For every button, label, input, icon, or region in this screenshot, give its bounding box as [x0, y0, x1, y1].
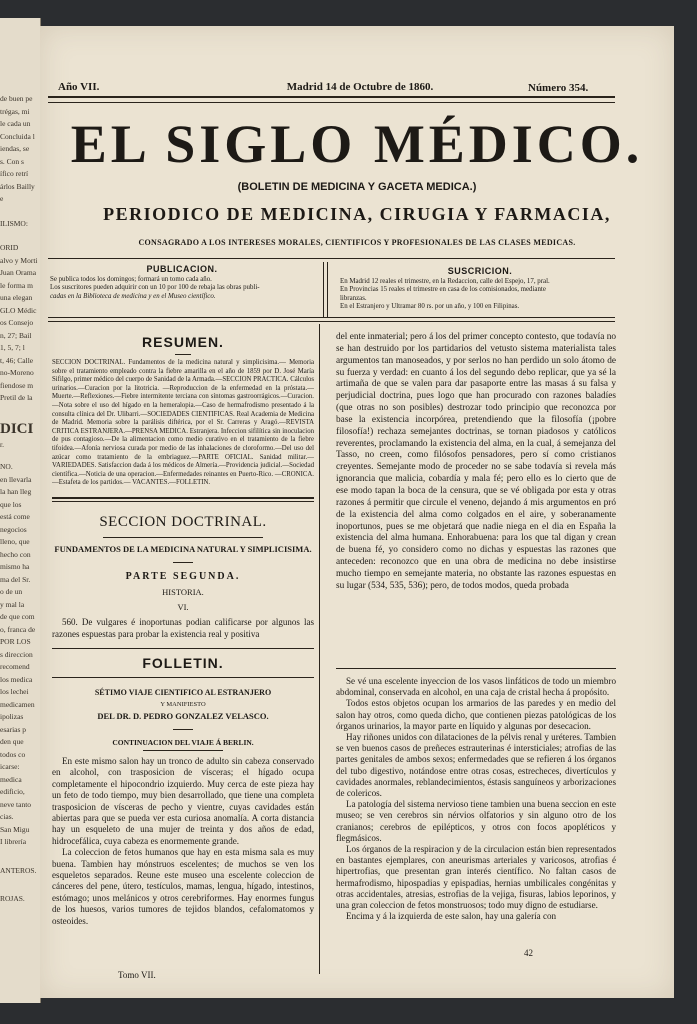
prev-page-fragment: de buen pe — [0, 94, 33, 103]
resumen-text: SECCION DOCTRINAL. Fundamentos de la medicina natural y simplicisima.— Memoria sobre el tratamiento empleado contra la fiebre amarilla en el año de 1859 por D. José María Sifilgo, primer médico del cuerpo de Sanidad de la Armada.—SECCION PRACTICA. Cálculos urinarios.—Curacion por la litotricia. —Reproduccion de la enfermedad en la próstata.—Muerte.—Reflexiones.—Fiebre intermitente terciana con síntomas gastroorrágicos.—Curacion.—Nota sobre el uso del hígado en la hemeralopia.—Caso de hermafrodismo presentado á la consulta clínica del Dr. Ulibarri.—SOCIEDADES CIENTIFICAS. Real Academia de Medicina de Madrid. Memoria sobre la parálisis diftérica, por el Sr. Carreras y Aragó.—REVISTA CRITICA ESTRANJERA.—PRENSA MEDICA. Estranjera. Infeccion sifilítica sin inoculacion de pus contagioso.—De la alimentacion como medio curativo en el tratamiento de la fiebre tifoidea.—Afonía nerviosa curada por medio de las inhalaciones de cloroformo.—Del uso del azúcar como tratamiento de la embriaguez.—PARTE OFICIAL. Sanidad militar.—VARIEDADES. Satisfaccion dada á los médicos de Almería.—Providencia judicial.—Sociedad científica.—Noticia de una operacion.—Enfermedades reinantes en Puerto-Rico. —CRONICA.—Estafeta de los partidos.— VACANTES.—FOLLETIN. — [52, 359, 314, 487]
prev-page-fragment: neve tanto — [0, 799, 32, 809]
masthead-dedication: CONSAGRADO A LOS INTERESES MORALES, CIENTIFICOS Y PROFESIONALES DE LAS CLASES MEDICAS. — [138, 238, 576, 247]
masthead-subtitle: (BOLETIN DE MEDICINA Y GACETA MEDICA.) — [237, 181, 477, 193]
folletin-title: SÉTIMO VIAJE CIENTIFICO AL ESTRANJERO — [94, 688, 272, 697]
resumen-ornament — [175, 354, 191, 355]
seccion-ornament-small — [173, 562, 193, 563]
prev-page-fragment: Pretil de la — [0, 393, 33, 402]
prev-page-fragment: trégas, mi — [0, 106, 30, 116]
prev-page-fragment: alvo y Morti — [0, 255, 38, 265]
prev-page-fragment: negocios — [0, 524, 27, 534]
suscricion-line: En Provincias 15 reales el trimestre en casa de los comisionados, mediante — [340, 286, 546, 294]
prev-page-fragment: en llevarla — [0, 474, 32, 484]
prev-page-fragment: I librería — [0, 837, 27, 846]
place-date: Madrid 14 de Octubre de 1860. — [286, 81, 434, 93]
suscricion-box — [340, 266, 620, 312]
folletin-paragraph: La coleccion de fetos humanos que hay en esta misma sala es muy buena. Tambien hay mónstruos escelentes; de muchos se ven los esqueletos separados. Reune este museo una escelente coleccion de cánceres del pene, útero, testículos, mamas, lengua, hígado, intestinos, estómago; unos melánicos y otros cerebriformes. Hay enormes fungus de los huesos, varios tumores de tejidos blandos, cefalomatomos y osteoides. — [52, 847, 314, 926]
prev-page-fragment: hecho con — [0, 549, 31, 559]
resumen-heading: RESUMEN. — [142, 334, 224, 350]
publicacion-line: Los suscritores pueden adquirir con un 10 por 100 de rebaja las obras publi- — [50, 284, 260, 292]
right-paragraph: Se vé una escelente inyeccion de los vasos linfáticos de todo un miembro abdominal, conservada en alcohol, en una caja de cristal hecha á propósito. — [336, 676, 616, 698]
prev-page-fragment: de que com — [0, 612, 35, 621]
header-rule-thin — [48, 102, 615, 103]
prev-page-fragment: lleno, que — [0, 537, 30, 546]
prev-page-fragment: y mal la — [0, 599, 25, 609]
prev-page-fragment: den que — [0, 737, 24, 746]
right-paragraph: Encima y á la izquierda de este salon, hay una galería con — [346, 911, 557, 922]
prev-page-fragment: iendas, se — [0, 144, 30, 153]
prev-page-fragment: recomend — [0, 662, 30, 671]
prev-page-fragment: le forma m — [0, 280, 33, 290]
page-number: 42 — [524, 948, 533, 958]
resumen-rule-thin — [52, 501, 314, 502]
folletin-paragraph: En este mismo salon hay un tronco de adulto sin cabeza conservado en alcohol, con trasposicion de vísceras; el hígado ocupa completamente el hipocondrio izquierdo. Muy cerca de este pieza hay un feto de todo tiempo, muy bien desarrollado, que tiene una completa trasposicion de vísceras de pecho y vientre, cuyas cavidades están abiertas para que se pueda ver esta curiosa anomalía. A corta distancia hay un esqueleto de una mujer de treinta y dos años de edad, hidrocefálica, cuya cabeza es enormemente grande. — [52, 756, 314, 846]
prev-page-fragment: POR LOS — [0, 637, 31, 646]
prev-page-fragment: e — [0, 194, 4, 203]
prev-page-fragment: la han lleg — [0, 487, 32, 496]
continuacion-underline — [143, 750, 223, 751]
seccion-ornament — [103, 537, 263, 538]
prev-page-fragment: medica — [0, 774, 22, 784]
suscricion-heading: SUSCRICION. — [447, 266, 513, 276]
prev-page-fragment: ILISMO: — [0, 218, 28, 228]
prev-page-fragment: los medica — [0, 674, 33, 684]
box-rule — [48, 317, 615, 318]
right-paragraph: Hay riñones unidos con dilataciones de la pélvis renal y uréteres. Tambien se ven buenos casos de preñeces estrauterinas é intersticiales; atrofias de las partes genitales de ambos sexos; enfermedades que se refieren á los órganos del tubo digestivo, notándose entre otras cosas, estrecheces, divertículos y cavidades anormales, reblandecimientos, éstasis sanguíneos y arborizaciones de colericos. — [336, 732, 616, 799]
prev-page-fragment: una elegan — [0, 293, 33, 302]
prev-page-fragment: ma del Sr. — [0, 574, 31, 584]
header-rule — [48, 96, 615, 98]
prev-page-fragment: icarse: — [0, 762, 20, 771]
publicacion-line: cadas en la Biblioteca de medicina y en el Museo científico. — [50, 292, 216, 300]
left-column — [52, 328, 314, 927]
seccion-text: 560. De vulgares é inoportunas podian calificarse por algunos las razones espuestas para probar la existencia real y positiva — [52, 617, 314, 639]
prev-page-fragment: esarias p — [0, 724, 27, 734]
suscricion-line: En el Estranjero y Ultramar 80 rs. por un año, y 100 en Filipinas. — [340, 303, 520, 311]
roman-numeral: VI. — [177, 602, 189, 612]
seccion-heading: SECCION DOCTRINAL. — [99, 514, 267, 530]
prev-page-fragment: le cada un — [0, 119, 31, 128]
prev-page-fragment: ipolizas — [0, 712, 24, 721]
prev-page-fragment: s direccion — [0, 649, 33, 659]
folletin-ornament — [173, 729, 193, 730]
box-divider — [323, 262, 324, 318]
box-rule-2 — [48, 321, 615, 322]
prev-page-fragment: que los — [0, 499, 22, 509]
previous-page-edge — [0, 18, 41, 1003]
folletin-heading: FOLLETIN. — [142, 655, 224, 671]
prev-page-fragment: os Consejo — [0, 318, 34, 327]
prev-page-fragment: n, 27; Bail — [0, 330, 32, 340]
tomo-label: Tomo VII. — [118, 970, 156, 980]
prev-page-fragment: GLO Médic — [0, 305, 37, 315]
folletin-rule — [52, 648, 314, 649]
prev-page-fragment: todos co — [0, 749, 26, 759]
folletin-author: DEL DR. D. PEDRO GONZALEZ VELASCO. — [97, 711, 269, 721]
prev-page-fragment: Juan Orama — [0, 268, 37, 277]
prev-page-fragment: medicamen — [0, 699, 35, 709]
prev-page-fragment: DICI — [0, 420, 34, 437]
column-divider — [319, 324, 320, 974]
right-paragraph: Todos estos objetos ocupan los armarios de las paredes y en medio del salon hay otros, como queda dicho, que contienen piezas patológicas de los órganos urinarios, la mayor parte en líquido y algunas por desecacion. — [336, 698, 616, 731]
publicacion-line: Se publica todos los domingos; formará un tomo cada año. — [50, 276, 212, 283]
box-divider — [327, 262, 328, 318]
prev-page-fragment: fiendose m — [0, 380, 34, 390]
prev-page-fragment: o de un — [0, 587, 23, 596]
folletin-rule-2 — [52, 677, 314, 678]
prev-page-fragment: s. Con s — [0, 156, 24, 166]
prev-page-fragment: árlos Bailly — [0, 181, 35, 191]
masthead-tagline: PERIODICO DE MEDICINA, CIRUGIA Y FARMACIA, — [103, 204, 611, 224]
issue-number: Número 354. — [528, 82, 589, 94]
issue-year: Año VII. — [58, 81, 100, 93]
prev-page-fragment: mismo ha — [0, 562, 30, 571]
suscricion-line: libranzas. — [340, 294, 367, 302]
historia-heading: HISTORIA. — [162, 587, 204, 597]
prev-page-fragment: ORID — [0, 243, 19, 252]
right-rule — [336, 668, 616, 669]
prev-page-fragment: ífico retrí — [0, 169, 29, 178]
prev-page-fragment: t, 46; Calle — [0, 355, 34, 365]
prev-page-fragment: San Migu — [0, 824, 30, 834]
prev-page-fragment: no-Moreno — [0, 368, 34, 377]
right-paragraph: La patología del sistema nervioso tiene tambien una buena seccion en este museo; se ven cerebros sin nérvios olfatorios y sin alguno otro de los cranianos; cerebros de epilépticos, y otros con focos apopléticos y flegmásicos. — [336, 799, 616, 843]
prev-page-fragment: NO. — [0, 462, 13, 471]
folletin-continuacion: CONTINUACION DEL VIAJE Á BERLIN. — [112, 738, 254, 747]
publicacion-box — [50, 264, 314, 301]
resumen-rule — [52, 497, 314, 499]
prev-page-fragment: está come — [0, 512, 30, 521]
prev-page-fragment: r. — [0, 439, 4, 449]
publicacion-heading: PUBLICACION. — [146, 264, 218, 274]
seccion-subheading: FUNDAMENTOS DE LA MEDICINA NATURAL Y SIMPLICISIMA. — [54, 544, 312, 554]
right-column — [336, 332, 616, 922]
prev-page-fragment: Concluida l — [0, 131, 35, 141]
prev-page-fragment: cias. — [0, 812, 14, 821]
parte-heading: PARTE SEGUNDA. — [125, 571, 241, 582]
prev-page-fragment: edificio, — [0, 787, 25, 796]
prev-page-fragment: 1, 5, 7; l — [0, 343, 25, 352]
prev-page-fragment: los lechei — [0, 687, 29, 696]
right-paragraph-1: del ente inmaterial; pero á los del primer concepto contesto, que todavía no se han destruido por los partidarios del vetusto sistema materialista tales argumentos tan manoseados, y por serlos no han perdido un solo átomo de su fuerza y verdad: en cuanto á los del segundo debo replicar, que ya sé la artimaña de que se valen para dar pasaporte entre las masas á su falsa y perjudicial doctrina, pues logo que han procurado con razones baladíes (que otras no son posibles) destrozar todo principio que reconozca por base la existencia incorpórea, pretendiendo que la filosofía (¡pobre filosofía!) rechaza semejantes doctrinas, se tornan piadosos y católicos reverentes, proclamando la existencia del alma, en la cual, á semejanza del Tasso, no creen, como filósofos pensadores, pero sí como cristianos creyentes. Semejante modo de proceder no se sabe todavía si revela más ignorancia que malicia, cobardía y mala fé; pero ello es lo cierto que de ese modo tapan la boca de la censura, que se vé obligada por esta y otras razones á permitir que circule el veneno, dejando á mis argumentos en pró de la existencia del alma como colgados en el aire, y soberanamente inoportunos, pues se me objetará que nadie niega en el dia en España la existencia del alma humana. Enhorabuena: para los que tal digan y crean de buena fé, yo considero como no dichas y espuestas las razones que anteceden: reconozco que en una obra de medicina no debe insistirse mucho tiempo en semejante materia, no obstante las razones espuestas en su lugar (534, 535, 536); pero, de todos modos, queda probada — [336, 332, 616, 591]
newspaper-page — [40, 26, 674, 998]
masthead-rule — [48, 258, 615, 259]
folletin-manifiesto: Y MANIFIESTO — [160, 701, 206, 708]
masthead-title: EL SIGLO MÉDICO. — [70, 114, 644, 174]
suscricion-line: En Madrid 12 reales el trimestre, en la Redaccion, calle del Espejo, 17, pral. — [340, 278, 550, 285]
prev-page-fragment: ANTEROS. — [0, 865, 37, 875]
prev-page-fragment: o, franca de — [0, 624, 36, 634]
right-paragraph: Los órganos de la respiracion y de la circulacion están bien representados en bastantes ejemplares, con aneurismas arteriales y varicosos, atrofias é hipertrofias, que presentan gran interés científico. No faltan casos de hermafrodismo, hipospadias y epispadias, hernias umbilicales congénitas y otras accidentales, atresias, estrofias de la vejiga, fisuras, labios leporinos, y una gran coleccion de fetos monstruosos; todo muy digno de estudiarse. — [336, 844, 616, 911]
prev-page-fragment: ROJAS. — [0, 894, 25, 903]
